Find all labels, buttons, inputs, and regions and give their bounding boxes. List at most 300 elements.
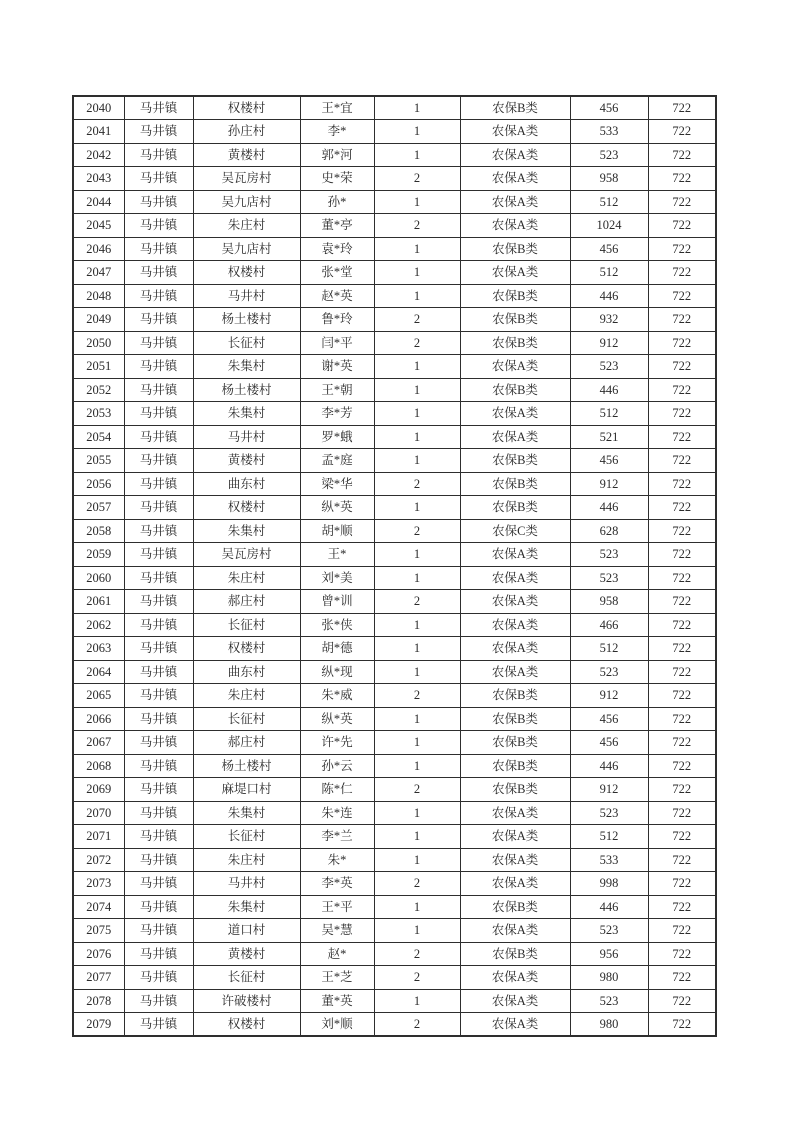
table-cell: 523	[570, 566, 648, 590]
table-cell: 1	[374, 919, 460, 943]
table-cell: 1	[374, 989, 460, 1013]
table-cell: 许破楼村	[193, 989, 300, 1013]
table-cell: 512	[570, 637, 648, 661]
table-cell: 王*芝	[300, 966, 374, 990]
table-row	[73, 190, 716, 214]
table-row	[73, 284, 716, 308]
table-cell: 2	[374, 966, 460, 990]
table-cell: 马井镇	[124, 566, 193, 590]
table-cell: 2040	[73, 96, 124, 120]
table-cell: 2052	[73, 378, 124, 402]
table-cell: 纵*英	[300, 707, 374, 731]
table-cell: 722	[648, 684, 716, 708]
table-row	[73, 637, 716, 661]
table-cell: 曾*训	[300, 590, 374, 614]
table-row	[73, 613, 716, 637]
table-row	[73, 590, 716, 614]
table-cell: 马井镇	[124, 966, 193, 990]
table-cell: 2064	[73, 660, 124, 684]
table-row	[73, 801, 716, 825]
table-cell: 胡*顺	[300, 519, 374, 543]
table-cell: 533	[570, 848, 648, 872]
table-cell: 长征村	[193, 613, 300, 637]
table-cell: 农保A类	[460, 801, 570, 825]
table-cell: 马井镇	[124, 613, 193, 637]
table-cell: 权楼村	[193, 1013, 300, 1037]
table-cell: 朱庄村	[193, 848, 300, 872]
table-cell: 456	[570, 96, 648, 120]
table-cell: 523	[570, 919, 648, 943]
table-cell: 农保B类	[460, 284, 570, 308]
table-cell: 2079	[73, 1013, 124, 1037]
table-cell: 王*朝	[300, 378, 374, 402]
table-cell: 2	[374, 684, 460, 708]
table-cell: 朱集村	[193, 402, 300, 426]
table-cell: 2051	[73, 355, 124, 379]
table-cell: 农保A类	[460, 425, 570, 449]
table-cell: 吴*慧	[300, 919, 374, 943]
table-cell: 农保B类	[460, 308, 570, 332]
table-cell: 吴九店村	[193, 190, 300, 214]
table-cell: 杨土楼村	[193, 754, 300, 778]
table-cell: 马井镇	[124, 1013, 193, 1037]
table-row	[73, 96, 716, 120]
table-cell: 980	[570, 1013, 648, 1037]
table-cell: 郝庄村	[193, 590, 300, 614]
table-cell: 马井镇	[124, 754, 193, 778]
table-cell: 1	[374, 496, 460, 520]
table-cell: 谢*英	[300, 355, 374, 379]
table-cell: 马井镇	[124, 942, 193, 966]
table-cell: 2063	[73, 637, 124, 661]
table-cell: 2045	[73, 214, 124, 238]
table-cell: 农保A类	[460, 613, 570, 637]
table-cell: 马井镇	[124, 425, 193, 449]
table-cell: 722	[648, 966, 716, 990]
table-cell: 722	[648, 449, 716, 473]
table-cell: 2073	[73, 872, 124, 896]
table-cell: 456	[570, 449, 648, 473]
table-cell: 郭*河	[300, 143, 374, 167]
table-cell: 2048	[73, 284, 124, 308]
table-cell: 1	[374, 355, 460, 379]
table-cell: 1	[374, 284, 460, 308]
table-cell: 912	[570, 331, 648, 355]
table-cell: 农保A类	[460, 120, 570, 144]
table-cell: 2078	[73, 989, 124, 1013]
table-cell: 农保A类	[460, 214, 570, 238]
table-cell: 2	[374, 167, 460, 191]
table-cell: 2067	[73, 731, 124, 755]
table-cell: 赵*	[300, 942, 374, 966]
table-cell: 2054	[73, 425, 124, 449]
table-cell: 袁*玲	[300, 237, 374, 261]
table-cell: 512	[570, 825, 648, 849]
beneficiary-table-body	[73, 96, 716, 1036]
table-cell: 马井镇	[124, 825, 193, 849]
table-cell: 朱集村	[193, 355, 300, 379]
table-cell: 马井镇	[124, 519, 193, 543]
table-cell: 农保A类	[460, 167, 570, 191]
table-cell: 马井镇	[124, 895, 193, 919]
table-cell: 1	[374, 190, 460, 214]
table-cell: 农保A类	[460, 989, 570, 1013]
table-cell: 456	[570, 237, 648, 261]
table-cell: 马井镇	[124, 261, 193, 285]
table-row	[73, 355, 716, 379]
table-row	[73, 261, 716, 285]
table-cell: 朱庄村	[193, 684, 300, 708]
table-cell: 2066	[73, 707, 124, 731]
table-cell: 农保A类	[460, 1013, 570, 1037]
table-cell: 533	[570, 120, 648, 144]
table-cell: 农保B类	[460, 684, 570, 708]
table-cell: 马井镇	[124, 143, 193, 167]
table-cell: 马井镇	[124, 731, 193, 755]
table-cell: 523	[570, 660, 648, 684]
table-cell: 农保B类	[460, 778, 570, 802]
table-cell: 张*侠	[300, 613, 374, 637]
table-cell: 722	[648, 472, 716, 496]
table-cell: 722	[648, 778, 716, 802]
table-row	[73, 167, 716, 191]
table-cell: 2044	[73, 190, 124, 214]
table-cell: 2055	[73, 449, 124, 473]
table-cell: 722	[648, 331, 716, 355]
table-cell: 李*芳	[300, 402, 374, 426]
table-cell: 2	[374, 519, 460, 543]
table-cell: 1	[374, 120, 460, 144]
table-cell: 麻堤口村	[193, 778, 300, 802]
table-cell: 纵*英	[300, 496, 374, 520]
table-cell: 马井镇	[124, 707, 193, 731]
table-cell: 朱集村	[193, 895, 300, 919]
table-cell: 长征村	[193, 707, 300, 731]
table-cell: 722	[648, 637, 716, 661]
table-cell: 912	[570, 684, 648, 708]
table-cell: 512	[570, 190, 648, 214]
table-cell: 1	[374, 825, 460, 849]
table-cell: 722	[648, 848, 716, 872]
table-cell: 农保A类	[460, 355, 570, 379]
table-cell: 958	[570, 167, 648, 191]
table-cell: 2	[374, 472, 460, 496]
table-cell: 722	[648, 308, 716, 332]
table-cell: 722	[648, 801, 716, 825]
table-cell: 1	[374, 754, 460, 778]
table-cell: 1	[374, 637, 460, 661]
table-cell: 722	[648, 590, 716, 614]
table-cell: 赵*英	[300, 284, 374, 308]
table-cell: 2058	[73, 519, 124, 543]
table-cell: 农保B类	[460, 895, 570, 919]
table-cell: 农保B类	[460, 472, 570, 496]
table-cell: 马井镇	[124, 848, 193, 872]
table-cell: 马井镇	[124, 96, 193, 120]
table-cell: 2071	[73, 825, 124, 849]
table-row	[73, 684, 716, 708]
table-row	[73, 966, 716, 990]
table-cell: 马井村	[193, 872, 300, 896]
table-cell: 农保A类	[460, 660, 570, 684]
table-row	[73, 308, 716, 332]
table-cell: 2056	[73, 472, 124, 496]
table-cell: 2061	[73, 590, 124, 614]
table-row	[73, 989, 716, 1013]
table-cell: 2068	[73, 754, 124, 778]
table-cell: 权楼村	[193, 637, 300, 661]
table-cell: 马井镇	[124, 989, 193, 1013]
table-cell: 纵*现	[300, 660, 374, 684]
table-row	[73, 942, 716, 966]
table-cell: 722	[648, 261, 716, 285]
table-row	[73, 143, 716, 167]
table-cell: 2	[374, 590, 460, 614]
table-cell: 马井镇	[124, 120, 193, 144]
table-cell: 722	[648, 167, 716, 191]
table-cell: 2057	[73, 496, 124, 520]
table-cell: 农保A类	[460, 825, 570, 849]
table-cell: 朱*连	[300, 801, 374, 825]
table-cell: 722	[648, 237, 716, 261]
table-cell: 912	[570, 472, 648, 496]
table-cell: 孟*庭	[300, 449, 374, 473]
table-cell: 523	[570, 801, 648, 825]
table-cell: 2	[374, 942, 460, 966]
table-cell: 朱庄村	[193, 566, 300, 590]
table-cell: 郝庄村	[193, 731, 300, 755]
table-cell: 农保B类	[460, 707, 570, 731]
table-cell: 黄楼村	[193, 942, 300, 966]
table-row	[73, 472, 716, 496]
table-cell: 1	[374, 449, 460, 473]
table-row	[73, 778, 716, 802]
table-cell: 董*亭	[300, 214, 374, 238]
table-cell: 722	[648, 613, 716, 637]
table-cell: 2	[374, 1013, 460, 1037]
table-row	[73, 120, 716, 144]
table-cell: 2075	[73, 919, 124, 943]
table-cell: 2042	[73, 143, 124, 167]
table-cell: 马井镇	[124, 472, 193, 496]
table-cell: 孙庄村	[193, 120, 300, 144]
table-cell: 马井镇	[124, 167, 193, 191]
table-cell: 456	[570, 707, 648, 731]
table-cell: 2074	[73, 895, 124, 919]
table-cell: 马井镇	[124, 308, 193, 332]
table-row	[73, 237, 716, 261]
table-cell: 912	[570, 778, 648, 802]
table-cell: 1	[374, 261, 460, 285]
table-row	[73, 519, 716, 543]
table-cell: 2077	[73, 966, 124, 990]
table-cell: 722	[648, 754, 716, 778]
table-cell: 马井镇	[124, 378, 193, 402]
table-cell: 马井镇	[124, 684, 193, 708]
table-cell: 1	[374, 566, 460, 590]
table-cell: 1024	[570, 214, 648, 238]
table-cell: 刘*顺	[300, 1013, 374, 1037]
table-cell: 446	[570, 284, 648, 308]
table-cell: 722	[648, 284, 716, 308]
table-cell: 曲东村	[193, 660, 300, 684]
table-cell: 1	[374, 660, 460, 684]
table-cell: 孙*云	[300, 754, 374, 778]
table-cell: 长征村	[193, 331, 300, 355]
table-cell: 1	[374, 895, 460, 919]
table-row	[73, 895, 716, 919]
table-cell: 农保B类	[460, 496, 570, 520]
table-row	[73, 331, 716, 355]
table-cell: 刘*美	[300, 566, 374, 590]
table-cell: 1	[374, 848, 460, 872]
table-row	[73, 660, 716, 684]
table-cell: 农保B类	[460, 449, 570, 473]
table-cell: 农保A类	[460, 590, 570, 614]
table-cell: 胡*德	[300, 637, 374, 661]
table-cell: 2	[374, 778, 460, 802]
table-cell: 998	[570, 872, 648, 896]
table-cell: 农保A类	[460, 143, 570, 167]
table-cell: 1	[374, 425, 460, 449]
beneficiary-table	[72, 95, 717, 1037]
table-cell: 1	[374, 613, 460, 637]
table-cell: 梁*华	[300, 472, 374, 496]
table-cell: 722	[648, 707, 716, 731]
table-cell: 2062	[73, 613, 124, 637]
table-cell: 722	[648, 895, 716, 919]
table-cell: 722	[648, 214, 716, 238]
table-cell: 马井镇	[124, 660, 193, 684]
table-cell: 722	[648, 120, 716, 144]
table-cell: 马井镇	[124, 190, 193, 214]
table-cell: 马井镇	[124, 496, 193, 520]
table-cell: 1	[374, 731, 460, 755]
table-cell: 罗*蛾	[300, 425, 374, 449]
table-cell: 2053	[73, 402, 124, 426]
table-cell: 2070	[73, 801, 124, 825]
table-row	[73, 872, 716, 896]
table-cell: 李*英	[300, 872, 374, 896]
table-cell: 722	[648, 519, 716, 543]
table-cell: 446	[570, 895, 648, 919]
table-cell: 朱*威	[300, 684, 374, 708]
table-row	[73, 378, 716, 402]
table-cell: 道口村	[193, 919, 300, 943]
table-cell: 许*先	[300, 731, 374, 755]
table-cell: 722	[648, 942, 716, 966]
table-cell: 鲁*玲	[300, 308, 374, 332]
table-cell: 李*	[300, 120, 374, 144]
table-row	[73, 1013, 716, 1037]
table-cell: 农保B类	[460, 378, 570, 402]
table-cell: 2	[374, 331, 460, 355]
table-row	[73, 919, 716, 943]
table-cell: 2043	[73, 167, 124, 191]
table-cell: 黄楼村	[193, 143, 300, 167]
table-cell: 722	[648, 496, 716, 520]
table-cell: 456	[570, 731, 648, 755]
table-cell: 朱*	[300, 848, 374, 872]
table-cell: 722	[648, 872, 716, 896]
table-cell: 722	[648, 1013, 716, 1037]
table-cell: 1	[374, 801, 460, 825]
table-row	[73, 754, 716, 778]
table-row	[73, 731, 716, 755]
table-cell: 2041	[73, 120, 124, 144]
table-cell: 农保A类	[460, 637, 570, 661]
table-cell: 722	[648, 355, 716, 379]
table-row	[73, 825, 716, 849]
table-cell: 农保B类	[460, 942, 570, 966]
table-cell: 446	[570, 378, 648, 402]
table-cell: 466	[570, 613, 648, 637]
table-row	[73, 848, 716, 872]
table-cell: 722	[648, 566, 716, 590]
table-cell: 马井镇	[124, 801, 193, 825]
table-cell: 马井镇	[124, 449, 193, 473]
table-cell: 722	[648, 660, 716, 684]
table-cell: 农保A类	[460, 543, 570, 567]
table-cell: 523	[570, 355, 648, 379]
table-cell: 2	[374, 872, 460, 896]
table-cell: 2065	[73, 684, 124, 708]
table-cell: 农保A类	[460, 261, 570, 285]
table-cell: 2	[374, 308, 460, 332]
table-cell: 长征村	[193, 966, 300, 990]
table-cell: 722	[648, 989, 716, 1013]
table-cell: 2049	[73, 308, 124, 332]
table-cell: 722	[648, 919, 716, 943]
table-cell: 农保A类	[460, 566, 570, 590]
table-cell: 吴瓦房村	[193, 167, 300, 191]
table-cell: 2059	[73, 543, 124, 567]
table-cell: 农保C类	[460, 519, 570, 543]
table-cell: 1	[374, 378, 460, 402]
table-cell: 马井村	[193, 425, 300, 449]
table-cell: 1	[374, 143, 460, 167]
table-cell: 吴九店村	[193, 237, 300, 261]
table-cell: 521	[570, 425, 648, 449]
table-cell: 王*宜	[300, 96, 374, 120]
table-cell: 农保A类	[460, 966, 570, 990]
table-cell: 722	[648, 425, 716, 449]
table-row	[73, 402, 716, 426]
table-row	[73, 543, 716, 567]
table-cell: 权楼村	[193, 496, 300, 520]
table-row	[73, 425, 716, 449]
table-cell: 朱集村	[193, 519, 300, 543]
table-cell: 史*荣	[300, 167, 374, 191]
table-cell: 722	[648, 543, 716, 567]
table-cell: 杨土楼村	[193, 378, 300, 402]
table-cell: 马井镇	[124, 402, 193, 426]
table-cell: 956	[570, 942, 648, 966]
table-cell: 722	[648, 402, 716, 426]
table-row	[73, 214, 716, 238]
table-cell: 孙*	[300, 190, 374, 214]
table-cell: 1	[374, 96, 460, 120]
table-cell: 权楼村	[193, 96, 300, 120]
table-cell: 722	[648, 143, 716, 167]
table-cell: 董*英	[300, 989, 374, 1013]
table-cell: 农保A类	[460, 919, 570, 943]
table-cell: 446	[570, 496, 648, 520]
table-cell: 722	[648, 731, 716, 755]
table-cell: 农保B类	[460, 237, 570, 261]
table-cell: 马井镇	[124, 331, 193, 355]
table-cell: 523	[570, 543, 648, 567]
